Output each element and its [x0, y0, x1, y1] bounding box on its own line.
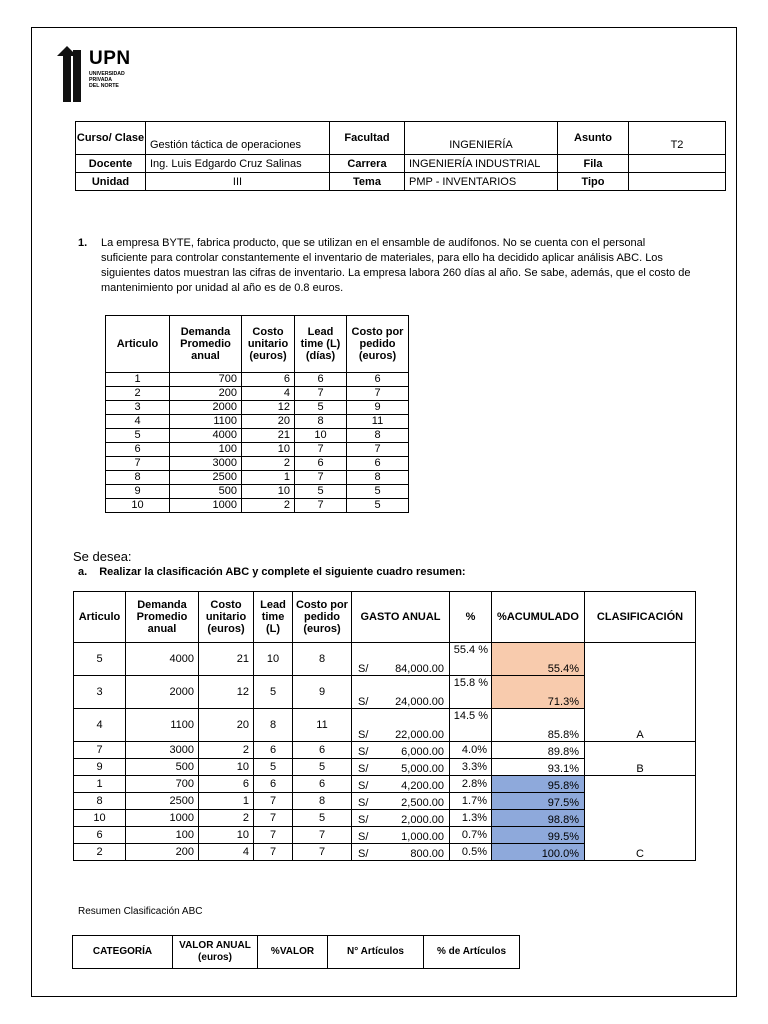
abc-cell-gasto	[352, 676, 450, 709]
inventory-cell: 2500	[170, 471, 242, 485]
abc-cell-pct: 0.7%	[450, 827, 492, 844]
abc-cell-gasto	[352, 827, 450, 844]
carrera-value: INGENIERÍA INDUSTRIAL	[405, 155, 558, 173]
gasto-amount: 84,000.00	[395, 663, 444, 675]
inv-header-lead: Lead time (L) (días)	[295, 316, 347, 373]
inventory-row	[106, 499, 409, 513]
inventory-cell: 1000	[170, 499, 242, 513]
unidad-value: III	[146, 173, 330, 191]
tema-value: PMP - INVENTARIOS	[405, 173, 558, 191]
inventory-cell: 1100	[170, 415, 242, 429]
abc-cell-pct: 4.0%	[450, 742, 492, 759]
abc-cell-costo: 2	[199, 742, 254, 759]
abc-header-articulo: Articulo	[74, 592, 126, 643]
abc-table-body	[74, 643, 696, 861]
abc-cell-articulo: 3	[74, 676, 126, 709]
inv-header-articulo: Articulo	[106, 316, 170, 373]
abc-header-clasificacion: CLASIFICACIÓN	[585, 592, 696, 643]
inventory-cell: 5	[295, 401, 347, 415]
inventory-row	[106, 471, 409, 485]
logo-name: UPN	[89, 48, 131, 69]
inventory-cell: 6	[347, 373, 409, 387]
abc-cell-gasto	[352, 844, 450, 861]
abc-cell-acumulado: 98.8%	[492, 810, 585, 827]
carrera-label: Carrera	[330, 155, 405, 173]
abc-cell-pedido: 9	[293, 676, 352, 709]
currency-symbol: S/	[358, 663, 369, 675]
inventory-cell: 6	[106, 443, 170, 457]
inventory-cell: 7	[347, 387, 409, 401]
asunto-label: Asunto	[558, 122, 629, 155]
inv-header-costo: Costo unitario (euros)	[242, 316, 295, 373]
docente-label: Docente	[76, 155, 146, 173]
abc-cell-lead: 6	[254, 776, 293, 793]
abc-header-gasto: GASTO ANUAL	[352, 592, 450, 643]
abc-table	[73, 591, 696, 861]
abc-cell-clasificacion: A	[585, 643, 696, 742]
abc-cell-costo: 1	[199, 793, 254, 810]
abc-cell-acumulado: 93.1%	[492, 759, 585, 776]
abc-cell-costo: 4	[199, 844, 254, 861]
abc-cell-gasto	[352, 709, 450, 742]
abc-cell-pct: 3.3%	[450, 759, 492, 776]
abc-cell-acumulado: 55.4%	[492, 643, 585, 676]
abc-cell-articulo: 10	[74, 810, 126, 827]
abc-row	[74, 776, 696, 793]
inventory-cell: 3	[106, 401, 170, 415]
gasto-amount: 24,000.00	[395, 696, 444, 708]
summary-table	[72, 935, 520, 969]
unidad-label: Unidad	[76, 173, 146, 191]
problem-statement	[78, 236, 694, 296]
facultad-label: Facultad	[330, 122, 405, 155]
gasto-amount: 6,000.00	[401, 746, 444, 758]
abc-cell-acumulado: 99.5%	[492, 827, 585, 844]
inventory-cell: 5	[295, 485, 347, 499]
currency-symbol: S/	[358, 746, 369, 758]
inventory-cell: 700	[170, 373, 242, 387]
inventory-cell: 10	[242, 443, 295, 457]
inventory-cell: 4	[242, 387, 295, 401]
asunto-value: T2	[629, 122, 726, 155]
problem-number: 1.	[78, 237, 88, 249]
facultad-value: INGENIERÍA	[405, 122, 558, 155]
abc-cell-costo: 21	[199, 643, 254, 676]
abc-cell-costo: 10	[199, 759, 254, 776]
problem-text: La empresa BYTE, fabrica producto, que se utilizan en el ensamble de audífonos. No se cuenta con el personal suficiente para controlar constantemente el inventario de materiales, para ello ha decidido aplicar análisis ABC. Los siguientes datos muestran las cifras de inventario. La empresa labora 260 días al año. Se sabe, además, que el costo de mantenimiento por unidad al año es de 0.8 euros.	[101, 237, 691, 294]
summary-header-pctvalor: %VALOR	[258, 936, 328, 969]
abc-cell-articulo: 7	[74, 742, 126, 759]
abc-cell-demanda: 2000	[126, 676, 199, 709]
abc-cell-articulo: 4	[74, 709, 126, 742]
abc-cell-demanda: 2500	[126, 793, 199, 810]
abc-cell-pct: 14.5 %	[450, 709, 492, 742]
abc-cell-costo: 12	[199, 676, 254, 709]
abc-cell-demanda: 3000	[126, 742, 199, 759]
abc-cell-lead: 8	[254, 709, 293, 742]
abc-cell-acumulado: 97.5%	[492, 793, 585, 810]
inventory-cell: 2000	[170, 401, 242, 415]
abc-cell-acumulado: 100.0%	[492, 844, 585, 861]
abc-cell-gasto	[352, 643, 450, 676]
inventory-cell: 12	[242, 401, 295, 415]
abc-cell-articulo: 9	[74, 759, 126, 776]
tipo-value	[629, 173, 726, 191]
inv-header-pedido: Costo por pedido (euros)	[347, 316, 409, 373]
logo-sub-line-3: DEL NORTE	[89, 83, 119, 89]
curso-label: Curso/ Clase	[76, 122, 146, 155]
gasto-amount: 2,000.00	[401, 814, 444, 826]
fila-label: Fila	[558, 155, 629, 173]
inventory-cell: 9	[347, 401, 409, 415]
abc-cell-costo: 10	[199, 827, 254, 844]
inventory-cell: 1	[242, 471, 295, 485]
inventory-cell: 7	[295, 443, 347, 457]
abc-cell-articulo: 1	[74, 776, 126, 793]
abc-cell-acumulado: 89.8%	[492, 742, 585, 759]
tipo-label: Tipo	[558, 173, 629, 191]
tema-label: Tema	[330, 173, 405, 191]
logo-sub-line-1: UNIVERSIDAD	[89, 71, 125, 77]
summary-title: Resumen Clasificación ABC	[78, 906, 203, 917]
se-desea-label: Se desea:	[73, 549, 132, 564]
inventory-cell: 5	[106, 429, 170, 443]
abc-cell-lead: 5	[254, 676, 293, 709]
inventory-cell: 8	[295, 415, 347, 429]
abc-cell-lead: 7	[254, 793, 293, 810]
abc-cell-demanda: 1000	[126, 810, 199, 827]
abc-cell-pct: 15.8 %	[450, 676, 492, 709]
abc-header-pedido: Costo por pedido (euros)	[293, 592, 352, 643]
currency-symbol: S/	[358, 848, 369, 860]
abc-cell-pedido: 7	[293, 844, 352, 861]
abc-cell-pedido: 11	[293, 709, 352, 742]
abc-cell-pedido: 6	[293, 742, 352, 759]
inventory-row	[106, 485, 409, 499]
abc-cell-lead: 5	[254, 759, 293, 776]
abc-cell-lead: 7	[254, 844, 293, 861]
abc-cell-gasto	[352, 810, 450, 827]
gasto-amount: 1,000.00	[401, 831, 444, 843]
inventory-cell: 4000	[170, 429, 242, 443]
inventory-cell: 3000	[170, 457, 242, 471]
inventory-cell: 8	[347, 429, 409, 443]
abc-cell-articulo: 5	[74, 643, 126, 676]
currency-symbol: S/	[358, 814, 369, 826]
curso-value: Gestión táctica de operaciones	[146, 122, 330, 155]
gasto-amount: 22,000.00	[395, 729, 444, 741]
inventory-cell: 7	[106, 457, 170, 471]
inventory-row	[106, 401, 409, 415]
abc-cell-pedido: 6	[293, 776, 352, 793]
abc-cell-pct: 2.8%	[450, 776, 492, 793]
currency-symbol: S/	[358, 780, 369, 792]
summary-header-categoria: CATEGORÍA	[73, 936, 173, 969]
inventory-cell: 21	[242, 429, 295, 443]
currency-symbol: S/	[358, 763, 369, 775]
inventory-cell: 7	[295, 387, 347, 401]
inventory-cell: 8	[106, 471, 170, 485]
abc-cell-pct: 1.7%	[450, 793, 492, 810]
abc-cell-pct: 0.5%	[450, 844, 492, 861]
abc-cell-pedido: 7	[293, 827, 352, 844]
abc-cell-demanda: 4000	[126, 643, 199, 676]
abc-cell-pedido: 5	[293, 810, 352, 827]
abc-cell-gasto	[352, 742, 450, 759]
currency-symbol: S/	[358, 831, 369, 843]
abc-cell-acumulado: 95.8%	[492, 776, 585, 793]
abc-header-acumulado: %ACUMULADO	[492, 592, 585, 643]
abc-cell-demanda: 200	[126, 844, 199, 861]
abc-cell-pedido: 8	[293, 793, 352, 810]
inventory-cell: 200	[170, 387, 242, 401]
abc-cell-costo: 2	[199, 810, 254, 827]
abc-cell-demanda: 500	[126, 759, 199, 776]
abc-cell-gasto	[352, 776, 450, 793]
question-a-text: Realizar la clasificación ABC y complete el siguiente cuadro resumen:	[99, 566, 466, 578]
abc-header-pct: %	[450, 592, 492, 643]
abc-cell-clasificacion: B	[585, 742, 696, 776]
abc-cell-articulo: 8	[74, 793, 126, 810]
abc-cell-articulo: 2	[74, 844, 126, 861]
inventory-cell: 9	[106, 485, 170, 499]
inventory-cell: 5	[347, 499, 409, 513]
inventory-row	[106, 415, 409, 429]
abc-cell-demanda: 1100	[126, 709, 199, 742]
question-a	[78, 566, 466, 578]
gasto-amount: 4,200.00	[401, 780, 444, 792]
abc-cell-pct: 55.4 %	[450, 643, 492, 676]
inventory-cell: 2	[106, 387, 170, 401]
inventory-row	[106, 457, 409, 471]
inventory-cell: 500	[170, 485, 242, 499]
abc-cell-lead: 10	[254, 643, 293, 676]
summary-header-articulos: N° Artículos	[328, 936, 424, 969]
currency-symbol: S/	[358, 729, 369, 741]
inventory-cell: 10	[295, 429, 347, 443]
abc-header-lead: Lead time (L)	[254, 592, 293, 643]
inventory-cell: 2	[242, 499, 295, 513]
inventory-cell: 7	[347, 443, 409, 457]
inventory-cell: 100	[170, 443, 242, 457]
logo-text	[89, 49, 131, 89]
currency-symbol: S/	[358, 696, 369, 708]
inventory-cell: 6	[347, 457, 409, 471]
inventory-row	[106, 429, 409, 443]
abc-cell-costo: 6	[199, 776, 254, 793]
currency-symbol: S/	[358, 797, 369, 809]
logo-sub-line-2: PRIVADA	[89, 77, 112, 83]
abc-row	[74, 742, 696, 759]
inventory-table-body	[106, 373, 409, 513]
abc-cell-pct: 1.3%	[450, 810, 492, 827]
inventory-cell: 6	[295, 373, 347, 387]
course-header-table	[75, 121, 726, 191]
gasto-amount: 5,000.00	[401, 763, 444, 775]
inventory-cell: 7	[295, 499, 347, 513]
inventory-cell: 10	[242, 485, 295, 499]
abc-cell-pedido: 5	[293, 759, 352, 776]
abc-cell-pedido: 8	[293, 643, 352, 676]
abc-header-costo: Costo unitario (euros)	[199, 592, 254, 643]
abc-cell-acumulado: 85.8%	[492, 709, 585, 742]
inventory-cell: 6	[295, 457, 347, 471]
fila-value	[629, 155, 726, 173]
abc-cell-acumulado: 71.3%	[492, 676, 585, 709]
inventory-row	[106, 443, 409, 457]
gasto-amount: 800.00	[410, 848, 444, 860]
abc-cell-gasto	[352, 793, 450, 810]
inventory-cell: 2	[242, 457, 295, 471]
inv-header-demanda: Demanda Promedio anual	[170, 316, 242, 373]
inventory-row	[106, 387, 409, 401]
inventory-cell: 10	[106, 499, 170, 513]
inventory-row	[106, 373, 409, 387]
abc-cell-costo: 20	[199, 709, 254, 742]
inventory-cell: 7	[295, 471, 347, 485]
abc-cell-gasto	[352, 759, 450, 776]
abc-cell-lead: 7	[254, 810, 293, 827]
abc-cell-demanda: 700	[126, 776, 199, 793]
inventory-table	[105, 315, 409, 513]
abc-row	[74, 643, 696, 676]
inventory-cell: 4	[106, 415, 170, 429]
inventory-cell: 20	[242, 415, 295, 429]
gasto-amount: 2,500.00	[401, 797, 444, 809]
inventory-cell: 5	[347, 485, 409, 499]
inventory-cell: 11	[347, 415, 409, 429]
abc-header-demanda: Demanda Promedio anual	[126, 592, 199, 643]
summary-header-pct-articulos: % de Artículos	[424, 936, 520, 969]
abc-cell-clasificacion: C	[585, 776, 696, 861]
summary-header-valor: VALOR ANUAL (euros)	[173, 936, 258, 969]
inventory-cell: 1	[106, 373, 170, 387]
docente-value: Ing. Luis Edgardo Cruz Salinas	[146, 155, 330, 173]
inventory-cell: 8	[347, 471, 409, 485]
abc-cell-demanda: 100	[126, 827, 199, 844]
inventory-cell: 6	[242, 373, 295, 387]
abc-cell-articulo: 6	[74, 827, 126, 844]
question-a-letter: a.	[78, 566, 88, 578]
abc-cell-lead: 7	[254, 827, 293, 844]
abc-cell-lead: 6	[254, 742, 293, 759]
